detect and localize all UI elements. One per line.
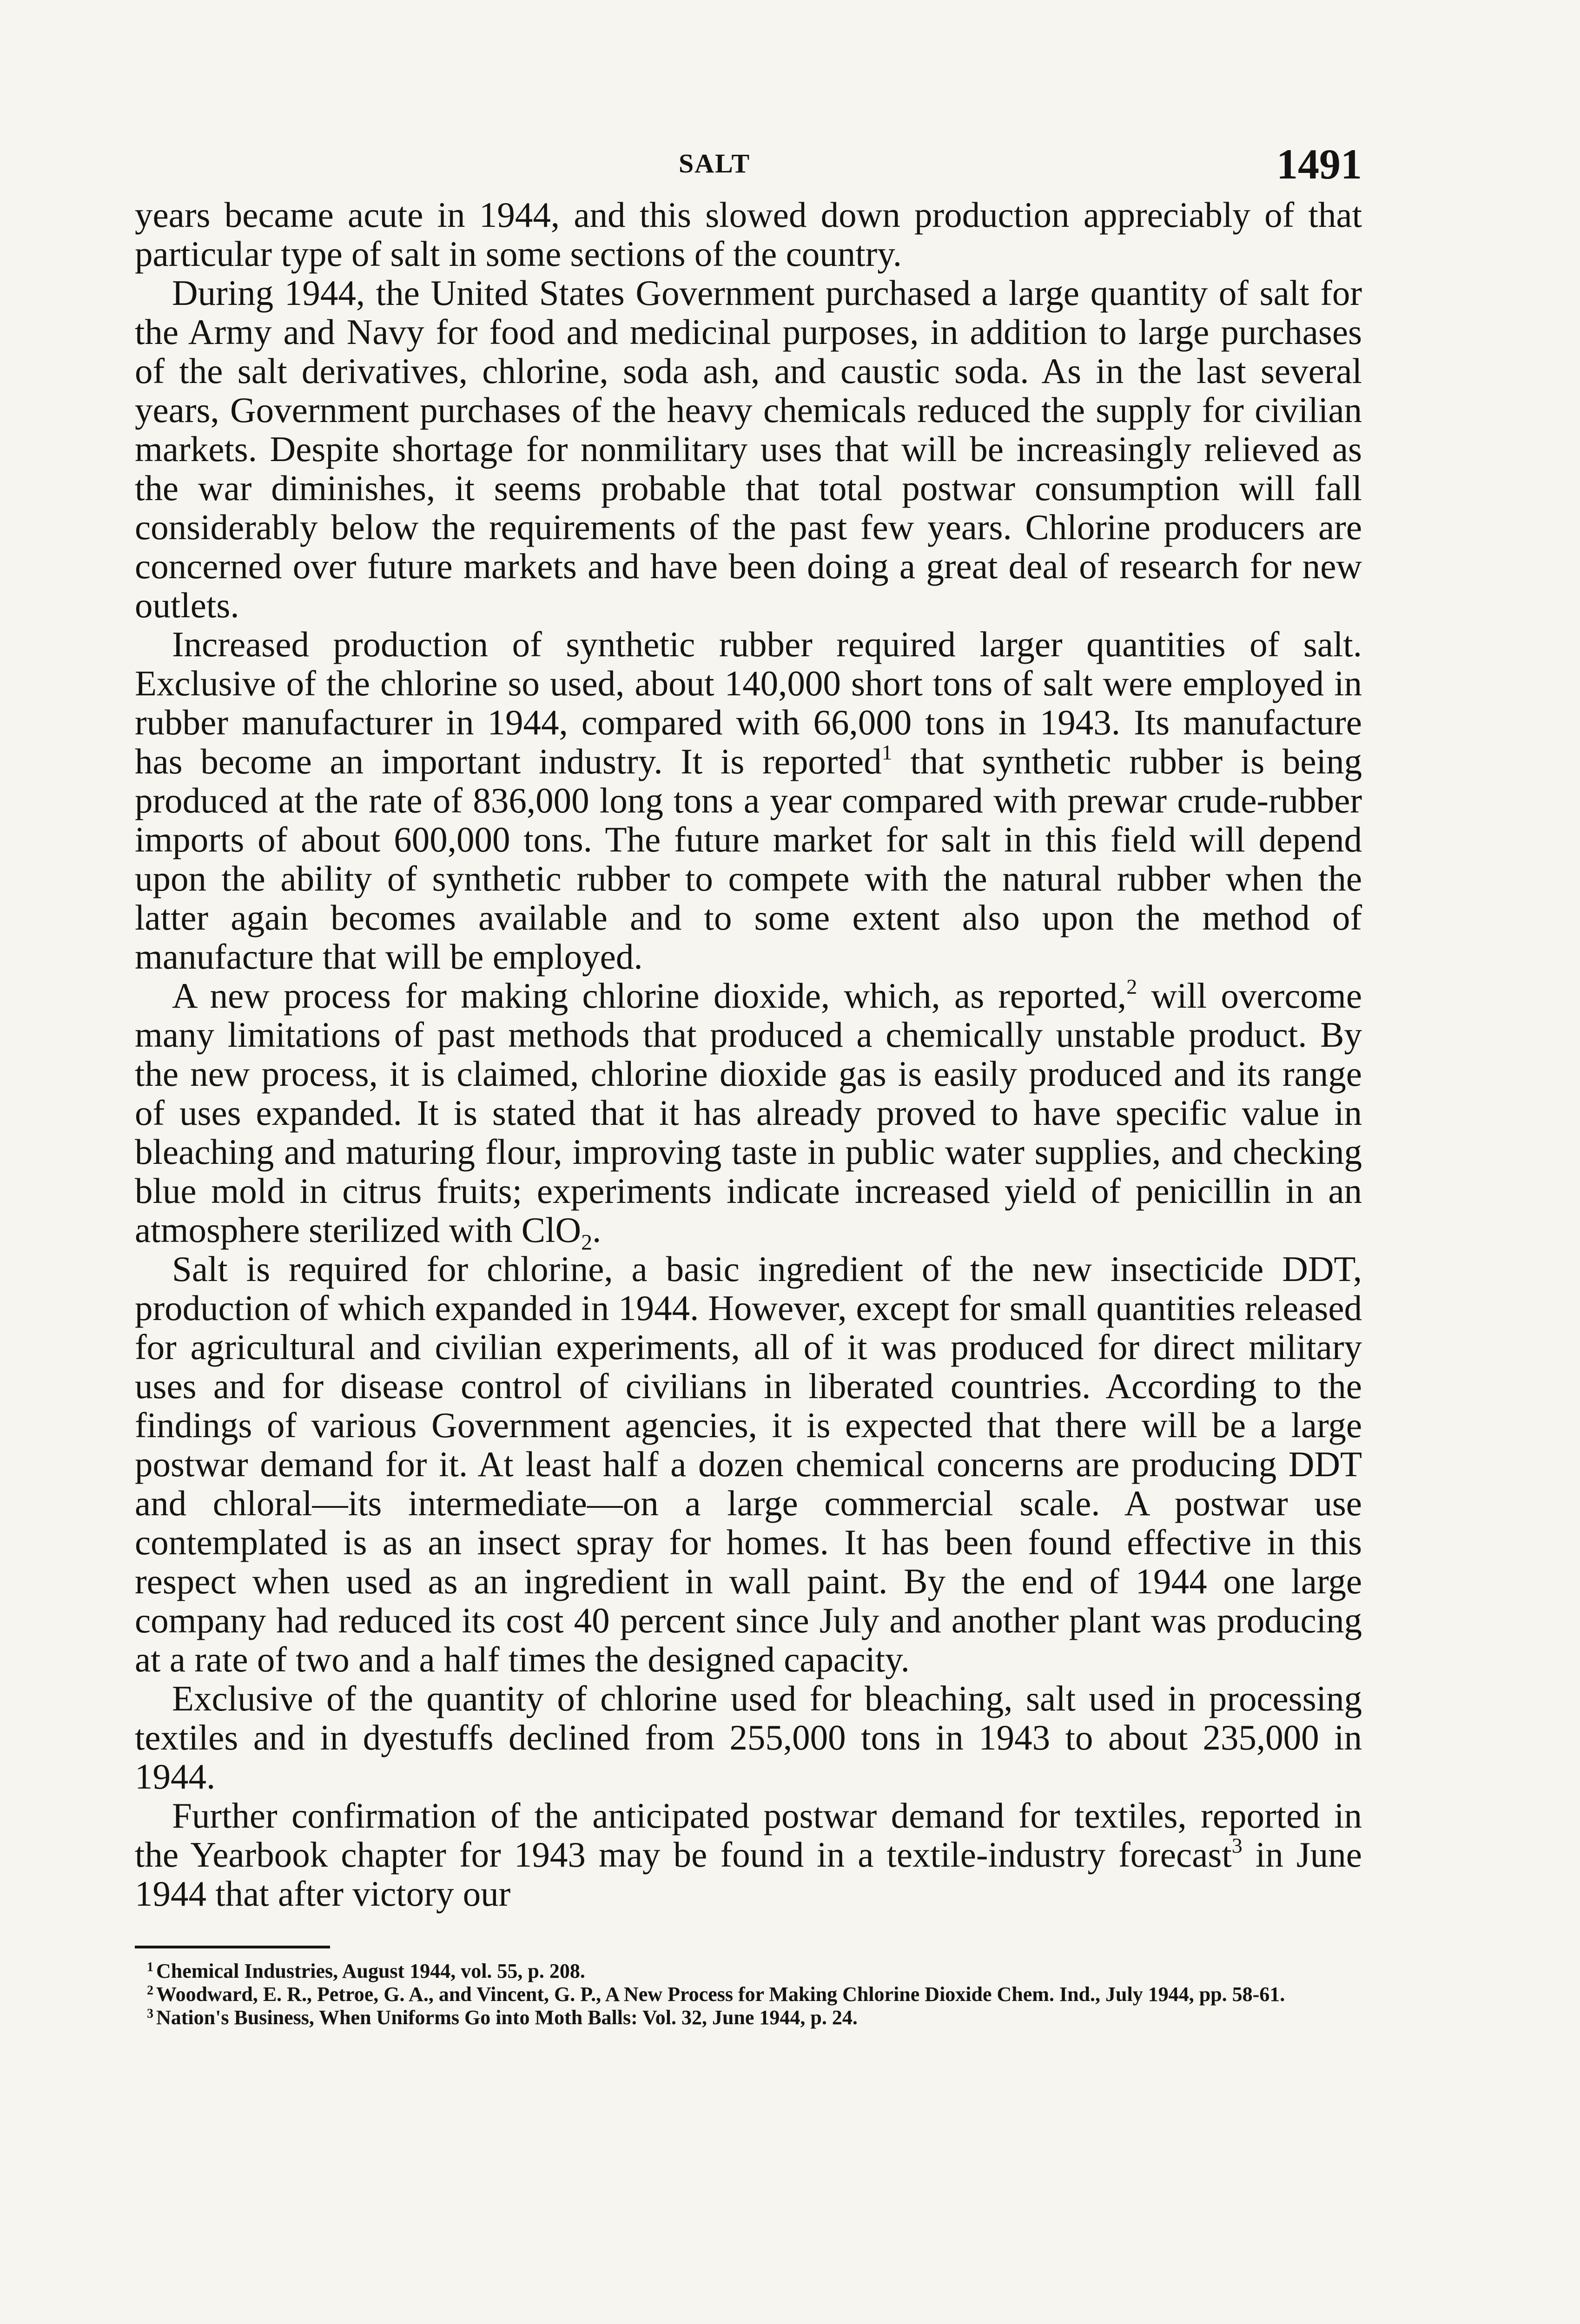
paragraph xyxy=(135,1796,1362,1913)
paragraph xyxy=(135,195,1362,273)
paragraph-text: years became acute in 1944, and this slowed down production appreciably of that particular type of salt in some sections of the country. xyxy=(135,195,1362,274)
paragraph-text: in June 1944 that after victory our xyxy=(135,1835,1362,1914)
footnote-reference: 2 xyxy=(1126,975,1137,998)
footnote-mark: 3 xyxy=(147,2007,153,2021)
footnote-mark: 1 xyxy=(147,1960,153,1974)
paragraph-text: Salt is required for chlorine, a basic ingredient of the new insecticide DDT, production of which expanded in 1944. However, except for small quantities released for agricultural and civilian experiments, all of it was produced for direct military uses and for disease control of civilians in liberated countries. According to the findings of various Government agencies, it is expected that there will be a large postwar demand for it. At least half a dozen chemical concerns are producing DDT and chloral—its intermediate—on a large commercial scale. A postwar use contemplated is as an insect spray for homes. It has been found effective in this respect when used as an ingredient in wall paint. By the end of 1944 one large company had reduced its cost 40 percent since July and another plant was producing at a rate of two and a half times the designed capacity. xyxy=(135,1249,1362,1679)
paragraph-text: A new process for making chlorine dioxide, which, as reported, xyxy=(172,976,1127,1016)
document-page xyxy=(135,139,1362,2029)
running-head xyxy=(135,139,1362,195)
running-title: SALT xyxy=(679,148,751,178)
body-text xyxy=(135,195,1362,1913)
paragraph-text: Further confirmation of the anticipated postwar demand for textiles, reported in the Yearbook chapter for 1943 may be found in a textile-industry forecast xyxy=(135,1796,1362,1875)
footnote xyxy=(135,2006,1362,2029)
footnotes xyxy=(135,1960,1362,2029)
paragraph-text: . xyxy=(592,1210,602,1250)
paragraph-text: that synthetic rubber is being produced at the rate of 836,000 long tons a year compared with prewar crude-rubber imports of about 600,000 tons. The future market for salt in this field will depend upon the ability of synthetic rubber to compete with the natural rubber when the latter again becomes available and to some extent also upon the method of manufacture that will be employed. xyxy=(135,741,1362,977)
footnote xyxy=(135,1983,1362,2006)
paragraph xyxy=(135,625,1362,976)
footnote-text: Woodward, E. R., Petroe, G. A., and Vincent, G. P., A New Process for Making Chlorine Dioxide Chem. Ind., July 1944, pp. 58-61. xyxy=(156,1983,1285,2006)
footnote xyxy=(135,1960,1362,1983)
paragraph-text: Increased production of synthetic rubber required larger quantities of salt. Exclusive of the chlorine so used, about 140,000 short tons of salt were employed in rubber manufacturer in 1944, compared with 66,000 tons in 1943. Its manufacture has become an important industry. It is reported xyxy=(135,624,1362,781)
paragraph xyxy=(135,1249,1362,1679)
footnote-reference: 1 xyxy=(881,740,892,764)
paragraph-text: Exclusive of the quantity of chlorine used for bleaching, salt used in processing textiles and in dyestuffs declined from 255,000 tons in 1943 to about 235,000 in 1944. xyxy=(135,1678,1362,1796)
footnote-rule xyxy=(135,1946,330,1948)
page-number: 1491 xyxy=(1276,140,1362,188)
footnote-text: Chemical Industries, August 1944, vol. 55, p. 208. xyxy=(156,1960,585,1982)
paragraph xyxy=(135,273,1362,625)
paragraph-text: During 1944, the United States Government purchased a large quantity of salt for the Army and Navy for food and medicinal purposes, in addition to large purchases of the salt derivatives, chlorine, soda ash, and caustic soda. As in the last several years, Government purchases of the heavy chemicals reduced the supply for civilian markets. Despite shortage for nonmilitary uses that will be increasingly relieved as the war diminishes, it seems probable that total postwar consumption will fall considerably below the requirements of the past few years. Chlorine producers are concerned over future markets and have been doing a great deal of research for new outlets. xyxy=(135,273,1362,625)
footnote-mark: 2 xyxy=(147,1983,153,1998)
footnote-text: Nation's Business, When Uniforms Go into Moth Balls: Vol. 32, June 1944, p. 24. xyxy=(156,2006,858,2029)
paragraph xyxy=(135,975,1362,1255)
paragraph xyxy=(135,1679,1362,1796)
subscript: 2 xyxy=(581,1230,593,1255)
footnote-reference: 3 xyxy=(1231,1834,1243,1857)
paragraph-text: will overcome many limitations of past methods that produced a chemically unstable product. By the new process, it is claimed, chlorine dioxide gas is easily produced and its range of uses expanded. It is stated that it has already proved to have specific value in bleaching and maturing flour, improving taste in public water supplies, and checking blue mold in citrus fruits; experiments indicate increased yield of penicillin in an atmosphere sterilized with ClO xyxy=(135,976,1362,1250)
